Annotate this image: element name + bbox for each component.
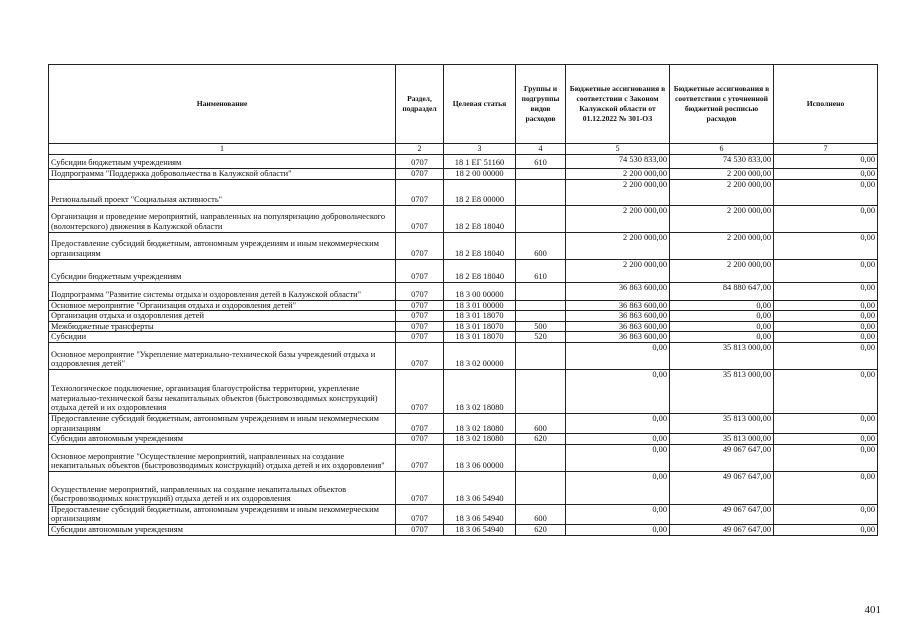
cell-name: Основное мероприятие "Организация отдыха и оздоровления детей" xyxy=(49,300,396,311)
cell-name: Региональный проект "Социальная активность" xyxy=(49,179,396,205)
cell-name: Организация отдыха и оздоровления детей xyxy=(49,311,396,322)
cell-sec: 0707 xyxy=(396,332,444,343)
cell-grp xyxy=(516,169,566,180)
table-row xyxy=(49,282,878,300)
cell-ref: 35 813 000,00 xyxy=(670,434,774,445)
cell-ref: 0,00 xyxy=(670,321,774,332)
cell-done: 0,00 xyxy=(774,169,878,180)
cell-done: 0,00 xyxy=(774,434,878,445)
cell-name: Субсидии бюджетным учреждениям xyxy=(49,259,396,282)
cell-grp: 600 xyxy=(516,413,566,433)
cell-sec: 0707 xyxy=(396,413,444,433)
cell-name: Межбюджетные трансферты xyxy=(49,321,396,332)
cell-done: 0,00 xyxy=(774,259,878,282)
cell-grp xyxy=(516,369,566,413)
cell-law: 2 200 000,00 xyxy=(566,232,670,259)
cell-name: Подпрограмма "Развитие системы отдыха и оздоровления детей в Калужской области" xyxy=(49,282,396,300)
cell-grp: 600 xyxy=(516,232,566,259)
col-number: 2 xyxy=(396,144,444,155)
cell-name: Подпрограмма "Поддержка добровольчества в Калужской области" xyxy=(49,169,396,180)
cell-law: 36 863 600,00 xyxy=(566,311,670,322)
table-row xyxy=(49,342,878,369)
cell-sec: 0707 xyxy=(396,232,444,259)
header-row xyxy=(49,65,878,144)
col-number: 5 xyxy=(566,144,670,155)
cell-law: 0,00 xyxy=(566,471,670,504)
header-done: Исполнено xyxy=(774,65,878,144)
cell-ref: 74 530 833,00 xyxy=(670,155,774,169)
cell-art: 18 3 01 18070 xyxy=(444,311,516,322)
col-number: 7 xyxy=(774,144,878,155)
cell-ref: 35 813 000,00 xyxy=(670,342,774,369)
col-number: 4 xyxy=(516,144,566,155)
cell-ref: 49 067 647,00 xyxy=(670,504,774,524)
cell-sec: 0707 xyxy=(396,282,444,300)
table-row xyxy=(49,434,878,445)
header-section: Раздел, подраздел xyxy=(396,65,444,144)
cell-grp: 610 xyxy=(516,155,566,169)
col-number: 6 xyxy=(670,144,774,155)
cell-law: 2 200 000,00 xyxy=(566,205,670,232)
header-target: Целевая статья xyxy=(444,65,516,144)
cell-art: 18 3 06 54940 xyxy=(444,524,516,535)
cell-name: Предоставление субсидий бюджетным, автономным учреждениям и иным некоммерческим организациям xyxy=(49,504,396,524)
cell-ref: 2 200 000,00 xyxy=(670,205,774,232)
cell-law: 0,00 xyxy=(566,504,670,524)
cell-name: Предоставление субсидий бюджетным, автономным учреждениям и иным некоммерческим организациям xyxy=(49,232,396,259)
cell-name: Организация и проведение мероприятий, направленных на популяризацию добровольческого (волонтерского) движения в Калужской области xyxy=(49,205,396,232)
cell-sec: 0707 xyxy=(396,169,444,180)
cell-grp xyxy=(516,282,566,300)
page-number: 401 xyxy=(864,604,881,616)
cell-done: 0,00 xyxy=(774,413,878,433)
cell-art: 18 2 Е8 00000 xyxy=(444,179,516,205)
cell-law: 0,00 xyxy=(566,413,670,433)
table-row xyxy=(49,259,878,282)
cell-law: 2 200 000,00 xyxy=(566,259,670,282)
cell-art: 18 2 Е8 18040 xyxy=(444,232,516,259)
cell-done: 0,00 xyxy=(774,444,878,471)
cell-grp xyxy=(516,300,566,311)
cell-grp xyxy=(516,311,566,322)
cell-name: Основное мероприятие "Осуществление мероприятий, направленных на создание некапитальных объектов (быстровозводимых конструкций) отдыха детей и их оздоровления" xyxy=(49,444,396,471)
cell-ref: 49 067 647,00 xyxy=(670,444,774,471)
cell-ref: 0,00 xyxy=(670,332,774,343)
cell-ref: 35 813 000,00 xyxy=(670,413,774,433)
table-row xyxy=(49,179,878,205)
cell-sec: 0707 xyxy=(396,504,444,524)
cell-name: Субсидии автономным учреждениям xyxy=(49,434,396,445)
cell-name: Основное мероприятие "Укрепление материально-технической базы учреждений отдыха и оздоровления детей" xyxy=(49,342,396,369)
cell-done: 0,00 xyxy=(774,342,878,369)
cell-law: 0,00 xyxy=(566,444,670,471)
cell-grp: 500 xyxy=(516,321,566,332)
header-groups: Группы и подгруппы видов расходов xyxy=(516,65,566,144)
cell-done: 0,00 xyxy=(774,332,878,343)
cell-sec: 0707 xyxy=(396,259,444,282)
cell-grp xyxy=(516,205,566,232)
cell-law: 0,00 xyxy=(566,434,670,445)
cell-art: 18 3 00 00000 xyxy=(444,282,516,300)
cell-done: 0,00 xyxy=(774,504,878,524)
cell-ref: 0,00 xyxy=(670,300,774,311)
cell-grp: 620 xyxy=(516,434,566,445)
cell-law: 74 530 833,00 xyxy=(566,155,670,169)
table-row xyxy=(49,232,878,259)
cell-done: 0,00 xyxy=(774,155,878,169)
cell-sec: 0707 xyxy=(396,321,444,332)
cell-grp xyxy=(516,444,566,471)
column-number-row xyxy=(49,144,878,155)
cell-sec: 0707 xyxy=(396,471,444,504)
cell-law: 36 863 600,00 xyxy=(566,282,670,300)
budget-table xyxy=(48,64,878,536)
cell-ref: 2 200 000,00 xyxy=(670,232,774,259)
table-row xyxy=(49,504,878,524)
cell-ref: 35 813 000,00 xyxy=(670,369,774,413)
cell-name: Субсидии бюджетным учреждениям xyxy=(49,155,396,169)
table-row xyxy=(49,524,878,535)
header-name: Наименование xyxy=(49,65,396,144)
table-row xyxy=(49,311,878,322)
cell-ref: 49 067 647,00 xyxy=(670,524,774,535)
cell-ref: 2 200 000,00 xyxy=(670,179,774,205)
table-row xyxy=(49,300,878,311)
cell-grp: 620 xyxy=(516,524,566,535)
cell-grp xyxy=(516,179,566,205)
cell-art: 18 3 01 18070 xyxy=(444,321,516,332)
header-refined: Бюджетные ассигнования в соответствии с уточненной бюджетной росписью расходов xyxy=(670,65,774,144)
cell-done: 0,00 xyxy=(774,311,878,322)
table-row xyxy=(49,321,878,332)
cell-law: 2 200 000,00 xyxy=(566,179,670,205)
cell-name: Субсидии xyxy=(49,332,396,343)
table-row xyxy=(49,413,878,433)
cell-art: 18 2 Е8 18040 xyxy=(444,205,516,232)
cell-sec: 0707 xyxy=(396,434,444,445)
cell-art: 18 3 01 18070 xyxy=(444,332,516,343)
cell-art: 18 2 00 00000 xyxy=(444,169,516,180)
cell-ref: 2 200 000,00 xyxy=(670,259,774,282)
cell-name: Субсидии автономным учреждениям xyxy=(49,524,396,535)
table-row xyxy=(49,471,878,504)
col-number: 3 xyxy=(444,144,516,155)
cell-law: 36 863 600,00 xyxy=(566,332,670,343)
cell-sec: 0707 xyxy=(396,342,444,369)
cell-sec: 0707 xyxy=(396,179,444,205)
cell-art: 18 3 02 00000 xyxy=(444,342,516,369)
cell-sec: 0707 xyxy=(396,300,444,311)
cell-done: 0,00 xyxy=(774,300,878,311)
col-number: 1 xyxy=(49,144,396,155)
cell-done: 0,00 xyxy=(774,524,878,535)
cell-law: 2 200 000,00 xyxy=(566,169,670,180)
cell-art: 18 3 06 54940 xyxy=(444,504,516,524)
cell-art: 18 3 02 18080 xyxy=(444,369,516,413)
cell-art: 18 1 ЕГ 51160 xyxy=(444,155,516,169)
cell-law: 36 863 600,00 xyxy=(566,300,670,311)
cell-done: 0,00 xyxy=(774,369,878,413)
cell-law: 0,00 xyxy=(566,342,670,369)
cell-sec: 0707 xyxy=(396,444,444,471)
cell-art: 18 3 06 54940 xyxy=(444,471,516,504)
cell-done: 0,00 xyxy=(774,179,878,205)
cell-ref: 0,00 xyxy=(670,311,774,322)
cell-sec: 0707 xyxy=(396,155,444,169)
table-row xyxy=(49,169,878,180)
cell-ref: 49 067 647,00 xyxy=(670,471,774,504)
cell-sec: 0707 xyxy=(396,369,444,413)
table-row xyxy=(49,369,878,413)
cell-art: 18 3 02 18080 xyxy=(444,434,516,445)
cell-law: 36 863 600,00 xyxy=(566,321,670,332)
cell-grp: 610 xyxy=(516,259,566,282)
cell-law: 0,00 xyxy=(566,524,670,535)
cell-grp: 600 xyxy=(516,504,566,524)
cell-done: 0,00 xyxy=(774,282,878,300)
cell-done: 0,00 xyxy=(774,471,878,504)
table-row xyxy=(49,444,878,471)
cell-sec: 0707 xyxy=(396,524,444,535)
cell-done: 0,00 xyxy=(774,205,878,232)
cell-art: 18 2 Е8 18040 xyxy=(444,259,516,282)
table-body xyxy=(49,155,878,536)
cell-grp xyxy=(516,471,566,504)
cell-grp xyxy=(516,342,566,369)
table-row xyxy=(49,205,878,232)
cell-grp: 520 xyxy=(516,332,566,343)
cell-ref: 84 880 647,00 xyxy=(670,282,774,300)
cell-art: 18 3 02 18080 xyxy=(444,413,516,433)
cell-name: Осуществление мероприятий, направленных на создание некапитальных объектов (быстровозводимых конструкций) отдыха детей и их оздоровления xyxy=(49,471,396,504)
cell-name: Предоставление субсидий бюджетным, автономным учреждениям и иным некоммерческим организациям xyxy=(49,413,396,433)
table-row xyxy=(49,155,878,169)
header-law: Бюджетные ассигнования в соответствии с Законом Калужской области от 01.12.2022 № 301-ОЗ xyxy=(566,65,670,144)
table-row xyxy=(49,332,878,343)
cell-done: 0,00 xyxy=(774,321,878,332)
cell-sec: 0707 xyxy=(396,205,444,232)
cell-name: Технологическое подключение, организация благоустройства территории, укрепление материально-технической базы некапитальных объектов (быстровозводимых конструкций) отдыха детей и их оздоровления xyxy=(49,369,396,413)
cell-sec: 0707 xyxy=(396,311,444,322)
cell-law: 0,00 xyxy=(566,369,670,413)
cell-ref: 2 200 000,00 xyxy=(670,169,774,180)
cell-done: 0,00 xyxy=(774,232,878,259)
cell-art: 18 3 01 00000 xyxy=(444,300,516,311)
cell-art: 18 3 06 00000 xyxy=(444,444,516,471)
